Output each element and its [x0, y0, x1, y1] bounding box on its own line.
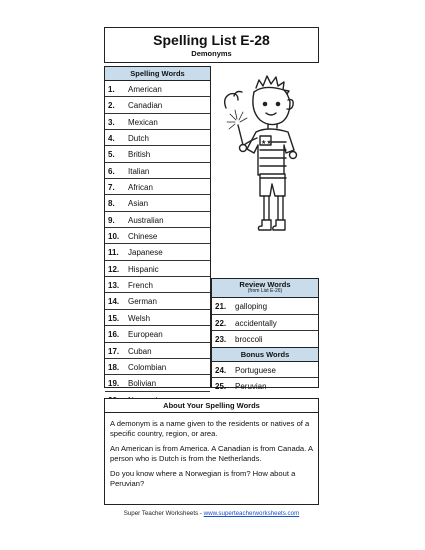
word-text: African: [128, 183, 153, 193]
about-text: [105, 413, 318, 497]
title-box: [104, 27, 319, 63]
word-number: 3.: [108, 117, 115, 127]
about-paragraph: An American is from America. A Canadian is from Canada. A person who is Dutch is from the Netherlands.: [110, 444, 313, 463]
word-number: 9.: [108, 215, 115, 225]
word-number: 23.: [215, 335, 227, 344]
word-row: [212, 362, 318, 379]
word-text: European: [128, 330, 163, 340]
word-text: British: [128, 150, 151, 160]
word-row: [105, 343, 210, 359]
word-number: 21.: [215, 302, 227, 311]
word-row: [105, 310, 210, 326]
word-row: [105, 130, 210, 146]
word-row: [105, 179, 210, 195]
word-number: 1.: [108, 85, 115, 94]
word-number: 19.: [108, 379, 120, 389]
word-number: 8.: [108, 199, 115, 209]
word-number: 25.: [215, 382, 227, 391]
word-number: 17.: [108, 346, 120, 356]
page-subtitle: Demonyms: [191, 49, 232, 58]
word-number: 24.: [215, 365, 227, 375]
word-row: [105, 228, 210, 244]
bonus-words-header: Bonus Words: [212, 347, 318, 362]
word-row: [105, 163, 210, 179]
word-row: [105, 114, 210, 130]
word-row: [105, 359, 210, 375]
word-text: German: [128, 297, 157, 307]
about-box: [104, 398, 319, 505]
word-number: 2.: [108, 101, 115, 111]
spelling-words-header: Spelling Words: [105, 67, 210, 81]
word-row: [105, 244, 210, 260]
word-text: Colombian: [128, 362, 167, 372]
word-number: 7.: [108, 183, 115, 193]
word-number: 22.: [215, 318, 227, 328]
word-row: [105, 277, 210, 293]
word-number: 11.: [108, 248, 119, 258]
word-text: galloping: [235, 302, 268, 311]
word-row: [105, 195, 210, 211]
bonus-words-list: [212, 362, 318, 394]
word-number: 15.: [108, 313, 120, 323]
word-row: [105, 146, 210, 162]
word-text: Hispanic: [128, 264, 159, 274]
word-text: Canadian: [128, 101, 163, 111]
word-number: 14.: [108, 297, 120, 307]
word-text: broccoli: [235, 335, 263, 344]
review-words-header: [212, 279, 318, 298]
footer: [104, 510, 319, 517]
footer-text: Super Teacher Worksheets -: [123, 510, 204, 517]
word-row: [212, 378, 318, 394]
word-row: [105, 81, 210, 97]
svg-text:★★: ★★: [261, 140, 272, 146]
word-row: [105, 212, 210, 228]
word-text: Japanese: [128, 248, 163, 258]
word-text: American: [128, 85, 162, 94]
word-row: [212, 298, 318, 315]
word-row: [212, 315, 318, 332]
word-text: Bolivian: [128, 379, 157, 389]
word-row: [212, 331, 318, 347]
review-words-list: [212, 298, 318, 347]
page-title: Spelling List E-28: [153, 32, 270, 48]
review-words-subheader: (from List E-26): [247, 288, 283, 294]
word-number: 16.: [108, 330, 120, 340]
word-number: 18.: [108, 362, 120, 372]
word-text: Portuguese: [235, 365, 276, 375]
spelling-words-list: [105, 81, 210, 407]
word-number: 10.: [108, 232, 120, 242]
boy-with-sparkler-illustration: [220, 70, 320, 270]
word-text: Asian: [128, 199, 149, 209]
word-row: [105, 293, 210, 309]
about-header: About Your Spelling Words: [105, 399, 318, 413]
word-text: Mexican: [128, 117, 158, 127]
word-text: Chinese: [128, 232, 158, 242]
word-text: Cuban: [128, 346, 152, 356]
word-text: accidentally: [235, 318, 277, 328]
spelling-words-box: [104, 66, 211, 388]
word-row: [105, 261, 210, 277]
word-number: 13.: [108, 281, 120, 291]
word-text: Welsh: [128, 313, 151, 323]
word-row: [105, 97, 210, 113]
footer-link[interactable]: www.superteacherworksheets.com: [203, 510, 300, 517]
about-paragraph: A demonym is a name given to the residents or natives of a specific country, region, or area.: [110, 419, 310, 438]
word-text: Italian: [128, 166, 150, 176]
word-row: [105, 375, 210, 391]
review-words-title: Review Words: [239, 280, 291, 289]
word-text: Dutch: [128, 134, 149, 144]
word-text: French: [128, 281, 153, 291]
word-text: Peruvian: [235, 382, 267, 391]
review-bonus-box: [211, 278, 319, 391]
word-row: [105, 326, 210, 342]
word-number: 5.: [108, 150, 115, 160]
word-number: 4.: [108, 134, 115, 144]
word-number: 12.: [108, 264, 120, 274]
word-number: 6.: [108, 166, 115, 176]
about-paragraph: Do you know where a Norwegian is from? How about a Peruvian?: [110, 469, 296, 488]
word-text: Australian: [128, 215, 164, 225]
